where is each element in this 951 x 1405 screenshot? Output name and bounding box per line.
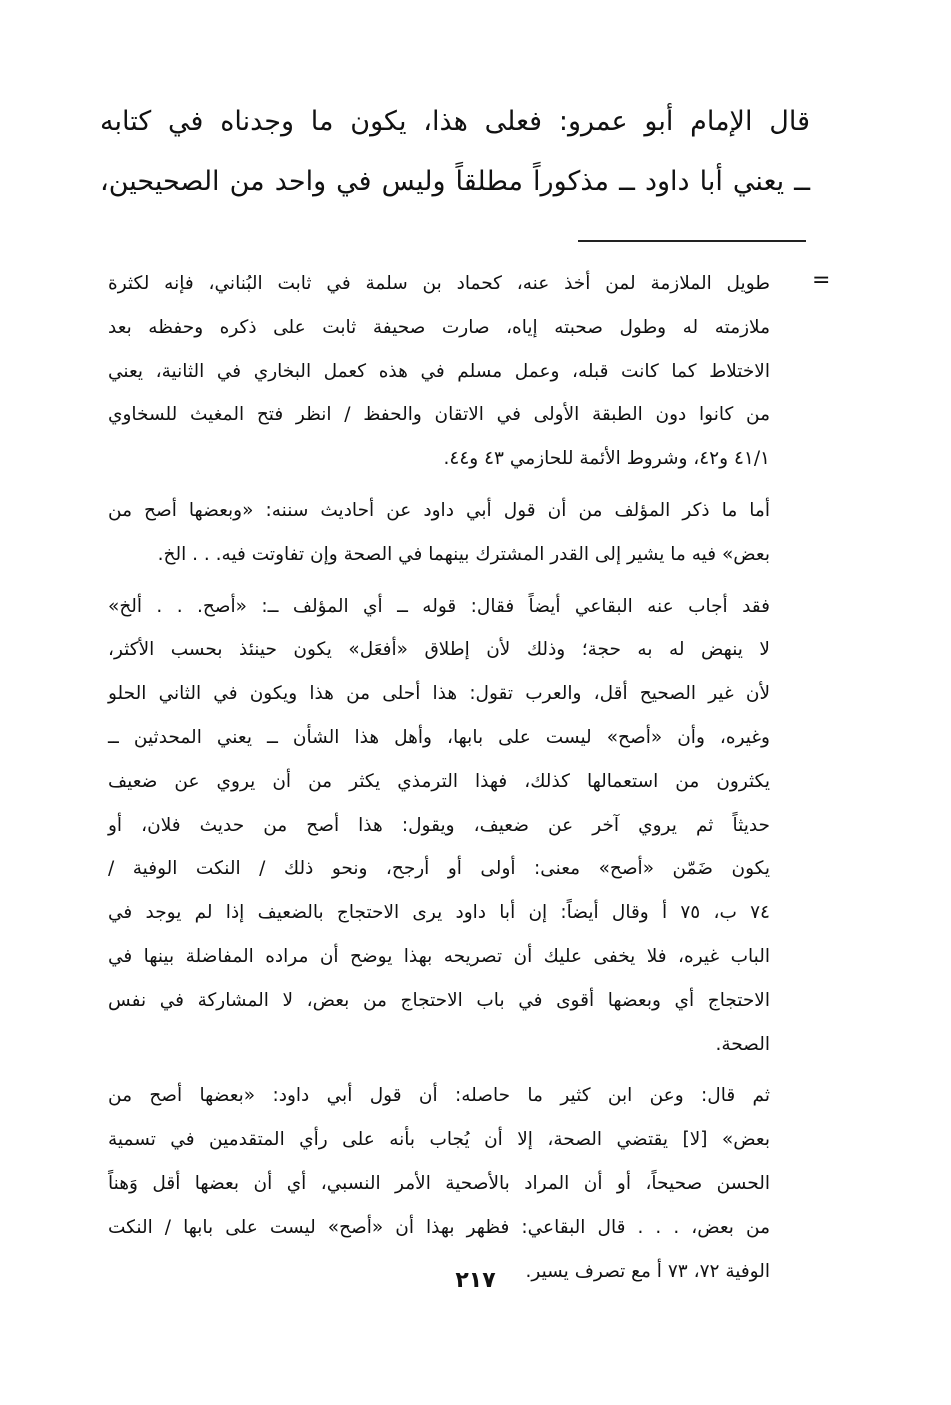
footnote-line: طويل الملازمة لمن أخذ عنه، كحماد بن سلمة في ثابت البُناني، فإنه لكثرة [108,273,770,294]
footnote-line: لأن غير الصحيح أقل، والعرب تقول: هذا أحلى من هذا ويكون في الثاني الحلو [108,683,770,705]
footnote-paragraph [108,262,770,481]
footnote-line: بعض» فيه ما يشير إلى القدر المشترك بينهما في الصحة وإن تفاوتت فيه. . . الخ. [157,543,770,565]
main-text-line: ــ يعني أبا داود ــ مذكوراً مطلقاً وليس في واحد من الصحيحين، [100,166,810,197]
footnote-line: من بعض، . . . قال البقاعي: فظهر بهذا أن «أصح» ليست على بابها / النكت [108,1216,770,1238]
footnote-line: الاختلاط كما كانت قبله، وعمل مسلم في هذه كعمل البخاري في الثانية، يعني [108,360,770,382]
footnote-line: ملازمته له وطول صحبته إياه، صارت صحيفة ثابت على ذكره وحفظه بعد [108,316,770,338]
footnote-line: ثم قال: وعن ابن كثير ما حاصله: أن قول أبي داود: «بعضها أصح من [108,1085,770,1107]
footnote-line: فقد أجاب عنه البقاعي أيضاً فقال: قوله ــ أي المؤلف ــ: «أصح. . . ألخ» [108,595,770,617]
footnote-line: الوفية ٧٢، ٧٣ أ مع تصرف يسير. [525,1260,770,1282]
footnote-line: ٤١/١ و٤٢، وشروط الأئمة للحازمي ٤٣ و٤٤. [443,448,770,470]
footnote-continuation-mark: = [812,268,831,293]
footnote-line: لا ينهض له به حجة؛ وذلك لأن إطلاق «أفعَل» يكون حينئذ بحسب الأكثر، [108,639,770,661]
footnote-line: يكثرون من استعمالها كذلك، فهذا الترمذي يكثر من أن يروي عن ضعيف [108,770,770,792]
footnote-line: حديثاً ثم يروي آخر عن ضعيف، ويقول: هذا أصح من حديث فلان، أو [108,814,770,836]
footnote-line: من كانوا دون الطبقة الأولى في الاتقان والحفظ / انظر فتح المغيث للسخاوي [108,404,770,426]
footnote-line: يكون ضَمّن «أصح» معنى: أولى أو أرجح، ونحو ذلك / النكت الوفية / [108,858,770,880]
footnote-line: بعض» [لا] يقتضي الصحة، إلا أن يُجاب بأنه على رأي المتقدمين في تسمية [108,1129,770,1151]
footnote-line: الاحتجاج أي وبعضها أقوى في باب الاحتجاج من بعض، لا المشاركة في نفس [108,989,770,1011]
main-text-block [100,92,810,212]
footnotes-block [108,262,770,1293]
footnote-line: الصحة. [715,1033,770,1055]
main-text-line: قال الإمام أبو عمرو: فعلى هذا، يكون ما وجدناه في كتابه [100,106,810,137]
page-number: ٢١٧ [455,1268,496,1293]
footnote-paragraph [108,585,770,1067]
footnote-line: وغيره، وأن «أصح» ليست على بابها، وأهل هذا الشأن ــ يعني المحدثين ــ [108,726,770,748]
footnote-line: ٧٤ ب، ٧٥ أ وقال أيضاً: إن أبا داود يرى الاحتجاج بالضعيف إذا لم يوجد في [108,902,770,924]
footnote-separator-rule [578,240,806,242]
footnote-line: الباب غيره، فلا يخفى عليك أن تصريحه بهذا يوضح أن مراده المفاضلة بينها في [108,945,770,967]
footnote-paragraph [108,1074,770,1293]
footnote-line: أما ما ذكر المؤلف من أن قول أبي داود عن أحاديث سننه: «وبعضها أصح من [108,499,770,521]
footnote-paragraph [108,489,770,577]
footnote-line: الحسن صحيحاً، أو أن المراد بالأصحية الأمر النسبي، أي أن بعضها أقل وَهناً [108,1172,770,1194]
